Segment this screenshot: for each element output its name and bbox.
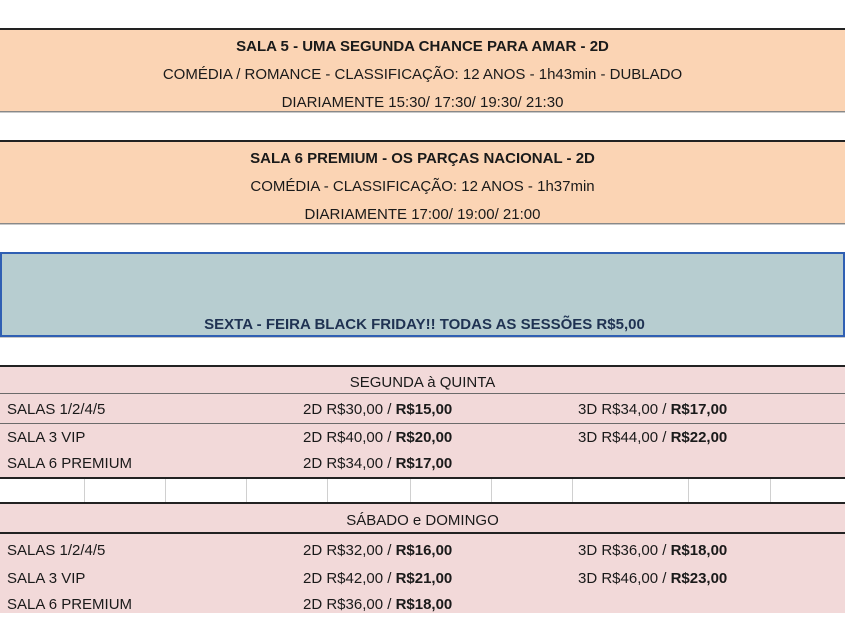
price-2d: 2D R$34,00 / R$17,00 — [303, 455, 453, 472]
movie-title: SALA 6 PREMIUM - OS PARÇAS NACIONAL - 2D — [250, 150, 595, 167]
price-3d: 3D R$44,00 / R$22,00 — [578, 429, 728, 446]
movie-info: COMÉDIA / ROMANCE - CLASSIFICAÇÃO: 12 ANOS - 1h43min - DUBLADO — [162, 66, 683, 83]
price-2d: 2D R$42,00 / R$21,00 — [303, 570, 453, 587]
spacer-row — [0, 112, 845, 140]
empty-grid-row — [0, 477, 845, 504]
price-2d: 2D R$36,00 / R$18,00 — [303, 596, 453, 613]
movie-block-sala-5 — [0, 28, 845, 112]
price-2d: 2D R$30,00 / R$15,00 — [303, 401, 453, 418]
divider — [0, 532, 845, 534]
movie-info: COMÉDIA - CLASSIFICAÇÃO: 12 ANOS - 1h37min — [250, 178, 595, 195]
divider — [0, 365, 845, 367]
price-table-weekend — [0, 504, 845, 613]
room-name: SALA 6 PREMIUM — [7, 455, 133, 472]
price-header: SÁBADO e DOMINGO — [346, 512, 499, 529]
price-3d: 3D R$36,00 / R$18,00 — [578, 542, 728, 559]
price-3d: 3D R$34,00 / R$17,00 — [578, 401, 728, 418]
promo-banner[interactable] — [0, 252, 845, 337]
price-row — [0, 396, 845, 423]
movie-schedule: DIARIAMENTE 15:30/ 17:30/ 19:30/ 21:30 — [281, 94, 564, 111]
spacer-row — [0, 224, 845, 252]
promo-text: SEXTA - FEIRA BLACK FRIDAY!! TODAS AS SESSÕES R$5,00 — [204, 316, 645, 333]
price-2d: 2D R$32,00 / R$16,00 — [303, 542, 453, 559]
room-name: SALA 3 VIP — [7, 429, 86, 446]
movie-title: SALA 5 - UMA SEGUNDA CHANCE PARA AMAR - 2D — [236, 38, 609, 55]
divider — [0, 393, 845, 394]
room-name: SALA 6 PREMIUM — [7, 596, 133, 613]
price-header: SEGUNDA à QUINTA — [349, 374, 496, 391]
price-row — [0, 450, 845, 477]
price-3d: 3D R$46,00 / R$23,00 — [578, 570, 728, 587]
movie-schedule: DIARIAMENTE 17:00/ 19:00/ 21:00 — [304, 206, 541, 223]
price-row — [0, 591, 845, 618]
movie-block-sala-6 — [0, 140, 845, 224]
price-row — [0, 424, 845, 451]
room-name: SALAS 1/2/4/5 — [7, 401, 106, 418]
price-2d: 2D R$40,00 / R$20,00 — [303, 429, 453, 446]
price-row — [0, 565, 845, 592]
room-name: SALAS 1/2/4/5 — [7, 542, 106, 559]
room-name: SALA 3 VIP — [7, 570, 86, 587]
spacer-row-top — [0, 0, 845, 28]
price-table-weekday — [0, 365, 845, 477]
spacer-row — [0, 337, 845, 365]
price-row — [0, 537, 845, 564]
